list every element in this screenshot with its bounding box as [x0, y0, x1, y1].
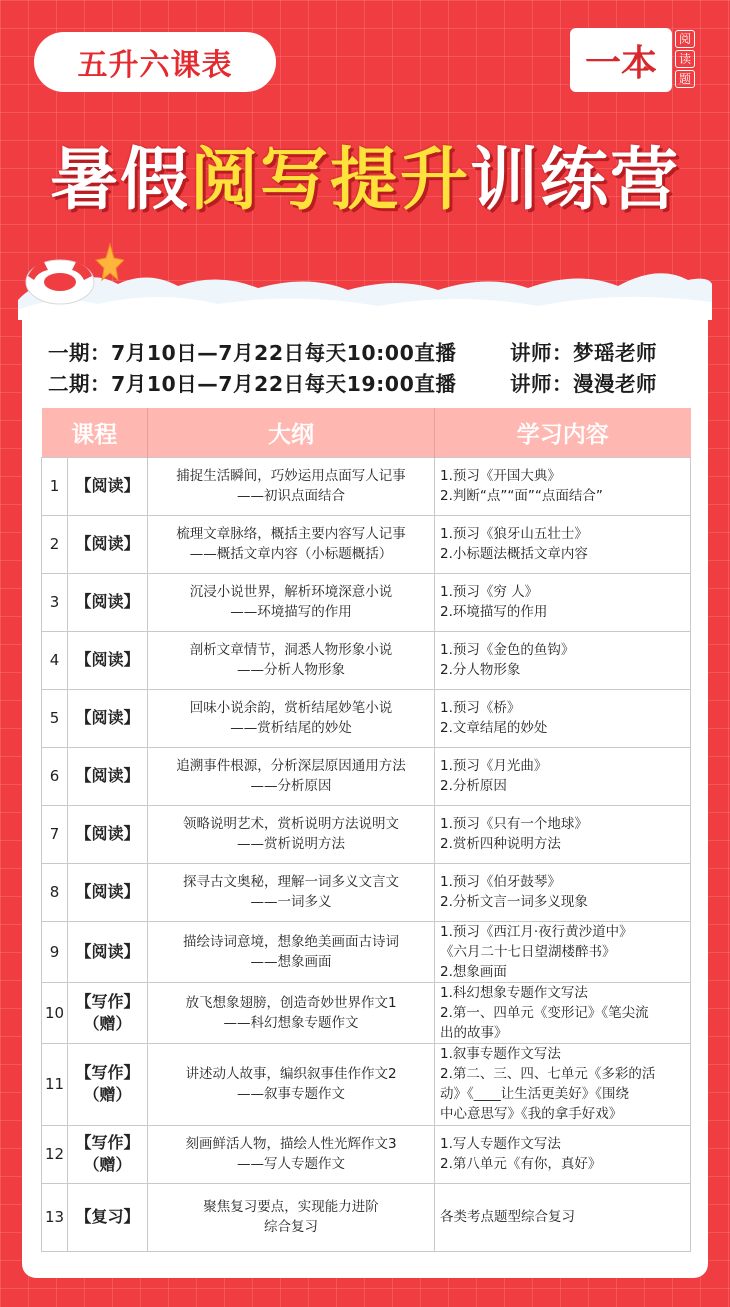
row-number: 9 [42, 921, 68, 982]
category-line: 【阅读】 [75, 882, 140, 901]
row-number: 3 [42, 573, 68, 631]
lifebuoy-icon [14, 240, 124, 310]
content-line: 2.分析文言一词多义现象 [440, 894, 588, 910]
row-number: 11 [42, 1043, 68, 1125]
content-line: 1.预习《伯牙鼓琴》 [440, 874, 561, 890]
session-teacher: 讲师：漫漫老师 [510, 372, 657, 396]
outline-line: 领略说明艺术，赏析说明方法说明文 [183, 816, 399, 832]
outline-line: 追溯事件根源，分析深层原因通用方法 [176, 758, 406, 774]
category-line: （赠） [83, 1013, 132, 1033]
content-line: 1.预习《穷 人》 [440, 584, 539, 600]
logo-side [674, 30, 696, 90]
row-outline [148, 921, 435, 982]
outline-line: 剖析文章情节，洞悉人物形象小说 [189, 642, 393, 658]
row-content [435, 573, 691, 631]
table-row [42, 457, 691, 515]
schedule-table [41, 408, 691, 1252]
outline-line: 描绘诗词意境，想象绝美画面古诗词 [183, 933, 399, 950]
row-category [68, 921, 148, 982]
content-line: 出的故事》 [440, 1024, 508, 1041]
logo-side-char: 题 [675, 70, 695, 88]
content-line: 1.预习《只有一个地球》 [440, 816, 588, 832]
outline-line: ——初识点面结合 [237, 488, 345, 504]
row-category [68, 573, 148, 631]
category-line: 【阅读】 [75, 534, 140, 553]
content-line: 1.科幻想象专题作文写法 [440, 984, 588, 1001]
category-line: 【阅读】 [75, 824, 140, 843]
content-line: 2.第八单元《有你，真好》 [440, 1156, 602, 1172]
content-line: 2.分人物形象 [440, 662, 521, 678]
title-part1: 暑假 [49, 141, 190, 220]
content-line: 1.预习《桥》 [440, 700, 521, 716]
session-schedule: 一期：7月10日—7月22日每天10:00直播 [48, 341, 457, 365]
content-line: 2.文章结尾的妙处 [440, 720, 548, 736]
row-number: 6 [42, 747, 68, 805]
row-content [435, 921, 691, 982]
content-line: 2.想象画面 [440, 963, 507, 980]
row-outline [148, 982, 435, 1043]
row-number: 7 [42, 805, 68, 863]
outline-line: 捕捉生活瞬间，巧妙运用点面写人记事 [176, 468, 406, 484]
content-line: 2.分析原因 [440, 778, 507, 794]
row-content [435, 515, 691, 573]
row-outline [148, 457, 435, 515]
category-line: 【写作】 [75, 1063, 140, 1082]
table-row [42, 747, 691, 805]
content-line: 1.预习《开国大典》 [440, 468, 561, 484]
category-line: 【阅读】 [75, 941, 140, 961]
row-number: 13 [42, 1183, 68, 1251]
outline-line: ——科幻想象专题作文 [223, 1014, 359, 1031]
category-line: 【阅读】 [75, 766, 140, 785]
outline-line: 回味小说余韵，赏析结尾妙笔小说 [189, 700, 393, 716]
table-row [42, 921, 691, 982]
outline-line: ——一词多义 [250, 894, 332, 910]
row-number: 12 [42, 1125, 68, 1183]
brand-logo [570, 28, 696, 92]
content-line: 2.第二、三、四、七单元《多彩的活 [440, 1066, 656, 1082]
outline-line: ——写人专题作文 [237, 1156, 345, 1172]
outline-line: 刻画鲜活人物，描绘人性光辉作文3 [185, 1136, 397, 1152]
outline-line: ——分析人物形象 [237, 662, 345, 678]
row-number: 5 [42, 689, 68, 747]
table-row [42, 631, 691, 689]
table-row [42, 863, 691, 921]
outline-line: 讲述动人故事，编织叙事佳作作文2 [185, 1066, 397, 1082]
row-category [68, 515, 148, 573]
logo-main: 一本 [570, 28, 672, 92]
category-line: 【阅读】 [75, 650, 140, 669]
session-1 [48, 336, 698, 366]
row-content [435, 747, 691, 805]
content-line: 1.预习《月光曲》 [440, 758, 548, 774]
category-line: 【阅读】 [75, 476, 140, 495]
session-teacher: 讲师：梦瑶老师 [510, 341, 657, 365]
table-row [42, 689, 691, 747]
content-line: 2.第一、四单元《变形记》《笔尖流 [440, 1004, 649, 1021]
row-outline [148, 631, 435, 689]
outline-line: ——叙事专题作文 [237, 1086, 345, 1102]
outline-line: 综合复习 [264, 1219, 318, 1235]
row-category [68, 1043, 148, 1125]
content-line: 2.判断“点”“面”“点面结合” [440, 488, 603, 504]
category-line: 【复习】 [75, 1207, 140, 1226]
table-header-row [42, 408, 691, 457]
row-category [68, 747, 148, 805]
row-content [435, 1183, 691, 1251]
outline-line: 聚焦复习要点，实现能力进阶 [203, 1199, 379, 1215]
outline-line: 梳理文章脉络，概括主要内容写人记事 [176, 526, 406, 542]
row-number: 10 [42, 982, 68, 1043]
content-line: 各类考点题型综合复习 [440, 1209, 575, 1225]
content-line: 1.预习《西江月·夜行黄沙道中》 [440, 923, 633, 940]
category-line: （赠） [83, 1085, 132, 1104]
row-content [435, 1043, 691, 1125]
row-number: 1 [42, 457, 68, 515]
row-number: 2 [42, 515, 68, 573]
row-outline [148, 1125, 435, 1183]
table-row [42, 805, 691, 863]
content-line: 1.预习《狼牙山五壮士》 [440, 526, 588, 542]
content-line: 动》《____让生活更美好》《围绕 [440, 1086, 629, 1102]
outline-line: ——概括文章内容（小标题概括） [189, 546, 393, 562]
table-row [42, 1183, 691, 1251]
row-outline [148, 689, 435, 747]
row-category [68, 1125, 148, 1183]
table-row [42, 982, 691, 1043]
session-schedule: 二期：7月10日—7月22日每天19:00直播 [48, 372, 457, 396]
title-part3: 训练营 [470, 141, 681, 220]
row-content [435, 805, 691, 863]
content-line: 1.预习《金色的鱼钩》 [440, 642, 575, 658]
row-category [68, 805, 148, 863]
row-outline [148, 573, 435, 631]
session-2 [48, 367, 698, 397]
row-content [435, 631, 691, 689]
row-content [435, 982, 691, 1043]
row-number: 4 [42, 631, 68, 689]
outline-line: ——想象画面 [250, 953, 332, 970]
row-category [68, 863, 148, 921]
title-highlight: 阅写提升 [189, 141, 470, 220]
category-line: 【写作】 [75, 1133, 140, 1152]
category-line: （赠） [83, 1155, 132, 1174]
row-outline [148, 747, 435, 805]
table-row [42, 1043, 691, 1125]
row-outline [148, 805, 435, 863]
row-outline [148, 1043, 435, 1125]
outline-line: ——分析原因 [250, 778, 332, 794]
row-category [68, 689, 148, 747]
category-line: 【阅读】 [75, 708, 140, 727]
content-line: 2.赏析四种说明方法 [440, 836, 561, 852]
category-line: 【阅读】 [75, 592, 140, 611]
header-course: 课程 [42, 408, 148, 457]
content-line: 1.写人专题作文写法 [440, 1136, 561, 1152]
logo-side-char: 读 [675, 50, 695, 68]
row-outline [148, 863, 435, 921]
content-line: 1.叙事专题作文写法 [440, 1046, 561, 1062]
outline-line: ——赏析说明方法 [237, 836, 345, 852]
table-row [42, 515, 691, 573]
outline-line: ——赏析结尾的妙处 [230, 720, 352, 736]
row-category [68, 982, 148, 1043]
outline-line: ——环境描写的作用 [230, 604, 352, 620]
header-content: 学习内容 [435, 408, 691, 457]
content-line: 2.小标题法概括文章内容 [440, 546, 588, 562]
row-content [435, 457, 691, 515]
row-outline [148, 515, 435, 573]
content-line: 中心意思写》《我的拿手好戏》 [440, 1106, 623, 1122]
row-content [435, 863, 691, 921]
row-content [435, 1125, 691, 1183]
logo-side-char: 阅 [675, 30, 695, 48]
content-line: 2.环境描写的作用 [440, 604, 548, 620]
outline-line: 探寻古文奥秘，理解一词多义文言文 [183, 874, 399, 890]
row-number: 8 [42, 863, 68, 921]
course-badge: 五升六课表 [34, 32, 276, 92]
header-outline: 大纲 [148, 408, 435, 457]
outline-line: 放飞想象翅膀，创造奇妙世界作文1 [185, 994, 397, 1011]
table-row [42, 573, 691, 631]
page-title [0, 126, 730, 223]
row-outline [148, 1183, 435, 1251]
row-category [68, 1183, 148, 1251]
content-line: 《六月二十七日望湖楼醉书》 [440, 943, 616, 960]
row-category [68, 457, 148, 515]
table-row [42, 1125, 691, 1183]
category-line: 【写作】 [75, 991, 140, 1011]
outline-line: 沉浸小说世界，解析环境深意小说 [189, 584, 393, 600]
row-content [435, 689, 691, 747]
row-category [68, 631, 148, 689]
